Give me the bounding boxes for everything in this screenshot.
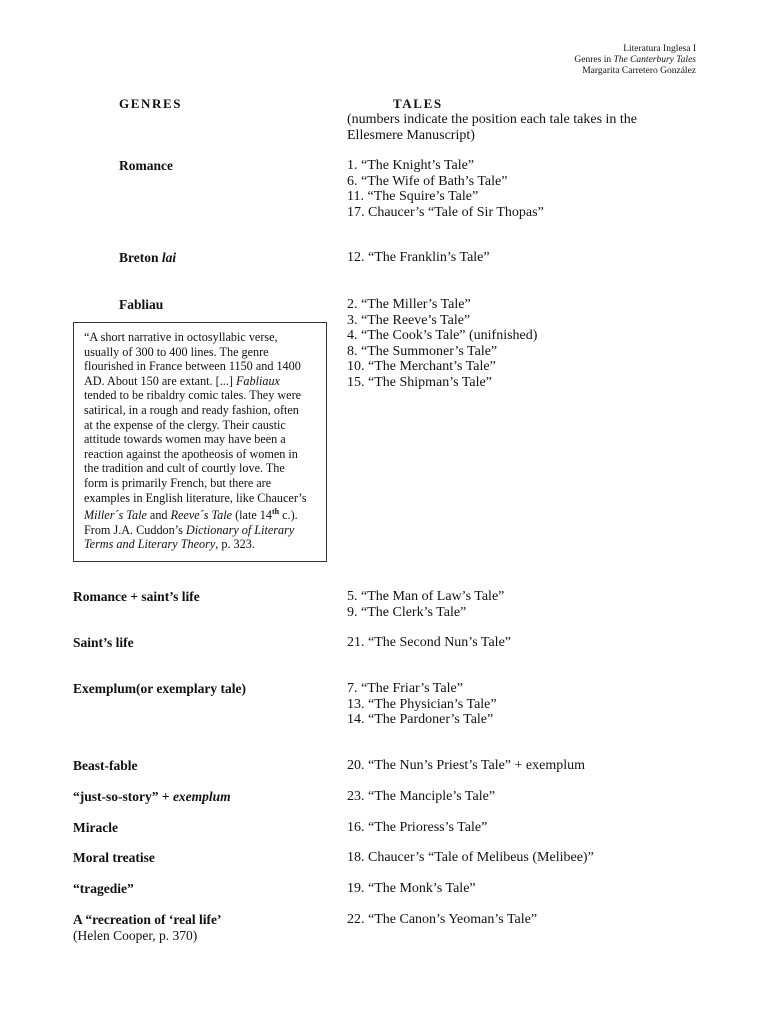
tale-list	[347, 912, 537, 928]
tale-item: 22. “The Canon’s Yeoman’s Tale”	[347, 912, 538, 927]
tale-item: 20. “The Nun’s Priest’s Tale” + exemplum	[347, 758, 585, 773]
tale-item: 6. “The Wife of Bath’s Tale”	[347, 173, 508, 189]
genre-label: Breton lai	[119, 250, 177, 265]
course-name: Literatura Inglesa I	[623, 44, 696, 54]
tale-item: 9. “The Clerk’s Tale”	[347, 604, 467, 620]
tale-item: 11. “The Squire’s Tale”	[347, 189, 479, 204]
tale-item: 1. “The Knight’s Tale”	[347, 158, 475, 173]
tale-item: 17. Chaucer’s “Tale of Sir Thopas”	[347, 204, 544, 220]
genre-label: Beast-fable	[73, 758, 138, 773]
tale-item: 13. “The Physician’s Tale”	[347, 696, 497, 712]
tales-heading: TALES	[393, 96, 443, 111]
genre-citation: (Helen Cooper, p. 370)	[73, 928, 198, 943]
genre-label: A “recreation of ‘real life’ (Helen Cooper, p. 370)	[73, 912, 222, 943]
tale-list	[347, 681, 497, 728]
genre-label: Exemplum(or exemplary tale)	[73, 681, 246, 696]
genre-label: Romance	[119, 158, 173, 173]
author-name: Margarita Carretero González	[582, 66, 696, 76]
genre-label: “tragedie”	[73, 881, 134, 896]
work-title: The Canterbury Tales	[613, 55, 696, 65]
tale-list	[347, 850, 594, 866]
genre-label: Saint’s life	[73, 635, 134, 650]
tale-item: 4. “The Cook’s Tale” (unifnished)	[347, 328, 538, 343]
genre-label: Romance + saint’s life	[73, 589, 200, 604]
genre-label: Fabliau	[119, 297, 164, 312]
tale-item: 8. “The Summoner’s Tale”	[347, 343, 498, 359]
tale-list	[347, 250, 490, 266]
tale-item: 7. “The Friar’s Tale”	[347, 681, 463, 696]
tale-item: 15. “The Shipman’s Tale”	[347, 374, 492, 390]
tale-item: 2. “The Miller’s Tale”	[347, 297, 471, 312]
handout-title: Genres in The Canterbury Tales	[574, 55, 696, 65]
tale-list	[347, 635, 511, 651]
tale-list	[347, 820, 487, 836]
tale-item: 10. “The Merchant’s Tale”	[347, 359, 496, 374]
tale-list	[347, 758, 585, 774]
genre-label: Moral treatise	[73, 850, 155, 865]
tale-item: 14. “The Pardoner’s Tale”	[347, 712, 494, 727]
tale-item: 16. “The Prioress’s Tale”	[347, 820, 488, 835]
tale-item: 23. “The Manciple’s Tale”	[347, 789, 496, 804]
genre-label: Miracle	[73, 820, 118, 835]
tale-list	[347, 158, 544, 220]
fabliau-definition-box	[73, 322, 327, 562]
tale-item: 12. “The Franklin’s Tale”	[347, 250, 490, 265]
tales-note: (numbers indicate the position each tale takes in the Ellesmere Manuscript)	[347, 112, 638, 143]
genres-heading: GENRES	[119, 96, 183, 111]
genre-label: “just-so-story” + exemplum	[73, 789, 231, 804]
tale-list	[347, 789, 495, 805]
tale-item: 18. Chaucer’s “Tale of Melibeus (Melibee)”	[347, 850, 594, 865]
fabliau-definition-text: “A short narrative in octosyllabic verse, usually of 300 to 400 lines. The genre flourished in France between 1150 and 1400 AD. About 150 are extant. [...] Fabliaux tended to be ribaldry comic tales. They were satirical, in a rough and ready fashion, often at the expense of the clergy. Their caustic attitude towards women may have been a reaction against the apotheosis of women in the tradition and cult of courtly love. The form is primarily French, but there are examples in English literature, like Chaucer’s Miller´s Tale and Reeve´s Tale (late 14th c.). From J.A. Cuddon’s Dictionary of Literary Terms and Literary Theory, p. 323.	[84, 330, 307, 552]
tale-list	[347, 589, 504, 620]
tale-item: 5. “The Man of Law’s Tale”	[347, 589, 505, 604]
tale-item: 21. “The Second Nun’s Tale”	[347, 635, 511, 650]
tale-item: 19. “The Monk’s Tale”	[347, 881, 476, 896]
tale-list	[347, 881, 476, 897]
tale-item: 3. “The Reeve’s Tale”	[347, 312, 471, 328]
document-header	[574, 44, 696, 77]
tale-list	[347, 297, 537, 390]
